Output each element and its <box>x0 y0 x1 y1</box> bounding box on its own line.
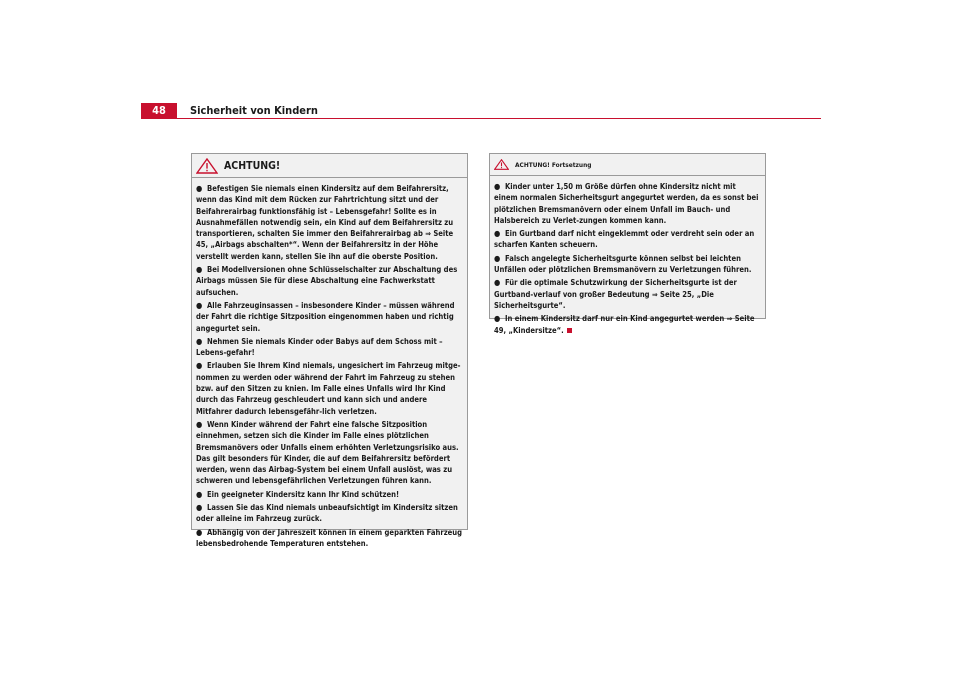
warning-item: ● Ein Gurtband darf nicht eingeklemmt oder verdreht sein oder an scharfen Kanten scheuern. <box>494 229 755 250</box>
warning-triangle-icon <box>196 158 218 174</box>
bullet-icon: ● <box>494 314 501 324</box>
bullet-icon: ● <box>196 489 203 499</box>
warning-item: ● Befestigen Sie niemals einen Kindersitz auf dem Beifahrersitz, wenn das Kind mit dem Rücken zur Fahrtrichtung sitzt und der Beifahrerairbag funktionsfähig ist – Lebensgefahr! Sollte es in Ausnahmefällen notwendig sein, ein Kind auf dem Beifahrersitz zu transportieren, schalten Sie immer den Beifahrerairbag ab ⇒ Seite 45, „Airbags abschalten*“. Wenn der Beifahrersitz in der Höhe verstellt werden kann, stellen Sie ihn auf die oberste Position. <box>196 184 454 261</box>
warning-list <box>192 178 467 549</box>
warning-item: ● Kinder unter 1,50 m Größe dürfen ohne Kindersitz nicht mit einem normalen Sicherheitsgurt angegurtet werden, da es sonst bei plötzlichen Bremsmanövern oder einem Unfall im Bauch- und Halsbereich zu Verlet-zungen kommen kann. <box>494 182 759 225</box>
bullet-icon: ● <box>196 300 203 310</box>
bullet-icon: ● <box>196 265 203 275</box>
bullet-icon: ● <box>196 361 203 371</box>
bullet-icon: ● <box>196 336 203 346</box>
warning-item: ● Bei Modellversionen ohne Schlüsselschalter zur Abschaltung des Airbags müssen Sie für diese Abschaltung eine Fachwerkstatt aufsuchen. <box>196 265 458 297</box>
warning-continued-title: ACHTUNG! Fortsetzung <box>515 160 592 169</box>
warning-item: ● Wenn Kinder während der Fahrt eine falsche Sitzposition einnehmen, setzen sich die Kinder im Falle eines plötzlichen Bremsmanövers oder Unfalls einem erhöhten Verletzungsrisiko aus. Das gilt besonders für Kinder, die auf dem Beifahrersitz befördert werden, wenn das Airbag-System bei einem Unfall auslöst, was zu schweren und lebensgefährlichen Verletzungen führen kann. <box>196 419 459 486</box>
bullet-icon: ● <box>196 527 203 537</box>
warning-item: ● Lassen Sie das Kind niemals unbeaufsichtigt im Kindersitz sitzen oder alleine im Fahrzeug zurück. <box>196 503 458 524</box>
bullet-icon: ● <box>494 229 501 239</box>
bullet-icon: ● <box>494 253 501 263</box>
warning-box-header <box>490 154 765 176</box>
end-of-section-marker-icon <box>567 328 572 333</box>
bullet-icon: ● <box>196 184 203 193</box>
warning-item: ● Erlauben Sie Ihrem Kind niemals, ungesichert im Fahrzeug mitge-nommen zu werden oder während der Fahrt im Fahrzeug zu stehen bzw. auf den Sitzen zu knien. Im Falle eines Unfalls wird Ihr Kind durch das Fahrzeug geschleudert und kann sich und andere Mitfahrer dadurch lebensgefähr-lich verletzen. <box>196 361 461 416</box>
warning-item: ● Alle Fahrzeuginsassen – insbesondere Kinder – müssen während der Fahrt die richtige Sitzposition eingenommen haben und richtig angegurtet sein. <box>196 300 455 333</box>
bullet-icon: ● <box>494 182 501 191</box>
warning-box-header <box>192 154 467 178</box>
warning-item: ● Für die optimale Schutzwirkung der Sicherheitsgurte ist der Gurtband-verlauf von großer Bedeutung ⇒ Seite 25, „Die Sicherheitsgurte“. <box>494 278 737 310</box>
warning-triangle-icon <box>494 159 509 170</box>
page-title: Sicherheit von Kindern <box>190 104 318 117</box>
warning-item: ● Nehmen Sie niemals Kinder oder Babys auf dem Schoss mit – Lebens-gefahr! <box>196 336 443 358</box>
warning-box-continued <box>489 153 766 335</box>
warning-item: ● Abhängig von der Jahreszeit können in einem geparkten Fahrzeug lebensbedrohende Temperaturen entstehen. <box>196 527 463 548</box>
warning-item: ● Falsch angelegte Sicherheitsgurte können selbst bei leichten Unfällen oder plötzlichen Bremsmanövern zu Verletzungen führen. <box>494 253 752 275</box>
bullet-icon: ● <box>196 419 203 429</box>
header-divider <box>141 118 821 119</box>
warning-box-main <box>191 153 468 548</box>
bullet-icon: ● <box>196 503 203 513</box>
page-number: 48 <box>141 103 177 119</box>
warning-list <box>490 176 765 336</box>
warning-item: ● In einem Kindersitz darf nur ein Kind angegurtet werden ⇒ Seite 49, „Kindersitze“. <box>494 314 755 335</box>
bullet-icon: ● <box>494 278 501 288</box>
warning-title: ACHTUNG! <box>224 159 281 172</box>
warning-item: ● Ein geeigneter Kindersitz kann Ihr Kind schützen! <box>196 489 400 499</box>
